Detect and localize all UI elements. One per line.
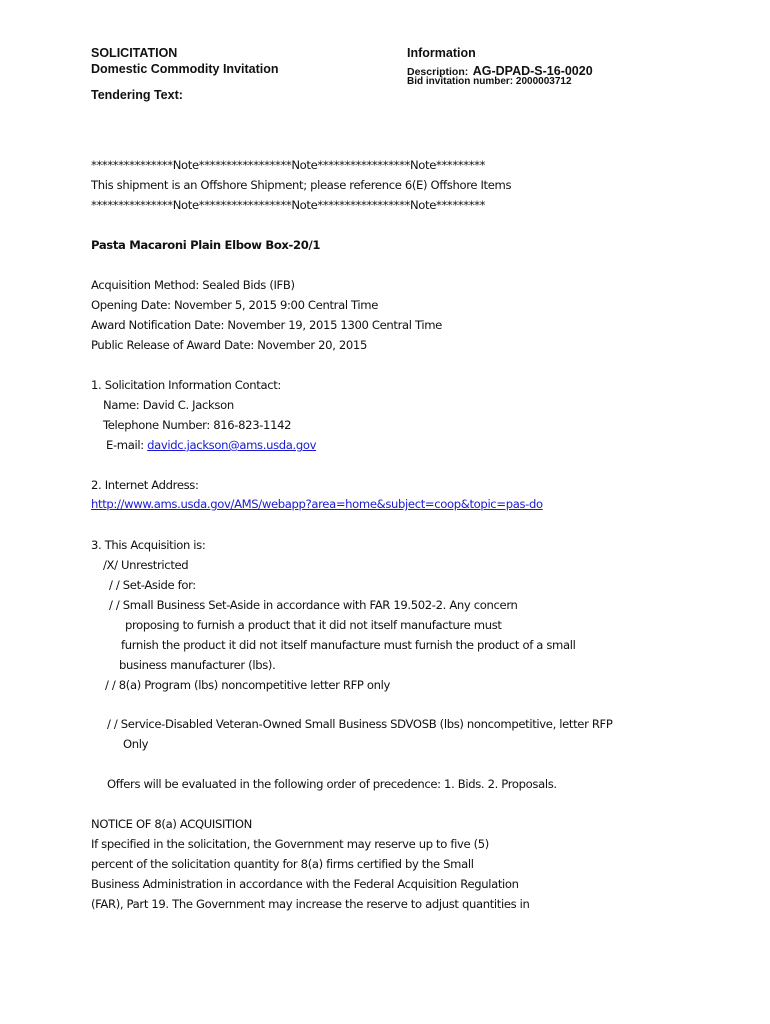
set-aside-option: / / Set-Aside for: xyxy=(109,578,196,592)
program-8a-option: / / 8(a) Program (lbs) noncompetitive letter RFP only xyxy=(105,678,391,692)
offshore-notice: This shipment is an Offshore Shipment; please reference 6(E) Offshore Items xyxy=(91,178,512,192)
evaluation-order: Offers will be evaluated in the following order of precedence: 1. Bids. 2. Proposals. xyxy=(107,777,557,791)
sdvosb-option-line-2: Only xyxy=(123,737,149,751)
internet-url-link[interactable]: http://www.ams.usda.gov/AMS/webapp?area=home&subject=coop&topic=pas-do xyxy=(91,497,543,511)
small-business-option-line-3: furnish the product it did not itself manufacture must furnish the product of a small xyxy=(121,638,576,652)
description-label: Description: xyxy=(407,66,469,78)
contact-heading: 1. Solicitation Information Contact: xyxy=(91,378,281,392)
solicitation-subtitle: Domestic Commodity Invitation xyxy=(91,62,279,76)
notice-heading: NOTICE OF 8(a) ACQUISITION xyxy=(91,817,252,831)
note-banner-top: ***************Note*****************Note*****************Note********* xyxy=(91,158,486,172)
contact-phone: Telephone Number: 816-823-1142 xyxy=(103,418,292,432)
contact-name: Name: David C. Jackson xyxy=(103,398,234,412)
solicitation-title: SOLICITATION xyxy=(91,46,178,60)
notice-line-3: Business Administration in accordance with the Federal Acquisition Regulation xyxy=(91,877,519,891)
acquisition-type-heading: 3. This Acquisition is: xyxy=(91,538,206,552)
notice-line-4: (FAR), Part 19. The Government may increase the reserve to adjust quantities in xyxy=(91,897,530,911)
public-release-date: Public Release of Award Date: November 20, 2015 xyxy=(91,338,367,352)
small-business-option-line-2: proposing to furnish a product that it did not itself manufacture must xyxy=(125,618,502,632)
small-business-option-line-4: business manufacturer (lbs). xyxy=(119,658,276,672)
bid-invitation-number: Bid invitation number: 2000003712 xyxy=(407,76,572,87)
tendering-label: Tendering Text: xyxy=(91,88,183,102)
small-business-option-line-1: / / Small Business Set-Aside in accordance with FAR 19.502-2. Any concern xyxy=(109,598,518,612)
internet-heading: 2. Internet Address: xyxy=(91,478,199,492)
unrestricted-option: /X/ Unrestricted xyxy=(103,558,189,572)
acquisition-method: Acquisition Method: Sealed Bids (IFB) xyxy=(91,278,295,292)
note-banner-bottom: ***************Note*****************Note*****************Note********* xyxy=(91,198,486,212)
description-value: AG-DPAD-S-16-0020 xyxy=(472,64,593,78)
contact-email-link[interactable]: davidc.jackson@ams.usda.gov xyxy=(147,438,317,452)
notice-line-1: If specified in the solicitation, the Government may reserve up to five (5) xyxy=(91,837,489,851)
contact-email-row xyxy=(106,438,316,452)
information-title: Information xyxy=(407,46,476,60)
notice-line-2: percent of the solicitation quantity for 8(a) firms certified by the Small xyxy=(91,857,474,871)
product-title: Pasta Macaroni Plain Elbow Box-20/1 xyxy=(91,238,321,252)
opening-date: Opening Date: November 5, 2015 9:00 Central Time xyxy=(91,298,379,312)
sdvosb-option-line-1: / / Service-Disabled Veteran-Owned Small Business SDVOSB (lbs) noncompetitive, letter RFP xyxy=(107,717,613,731)
award-notification-date: Award Notification Date: November 19, 2015 1300 Central Time xyxy=(91,318,442,332)
contact-email-label: E-mail: xyxy=(106,438,144,452)
